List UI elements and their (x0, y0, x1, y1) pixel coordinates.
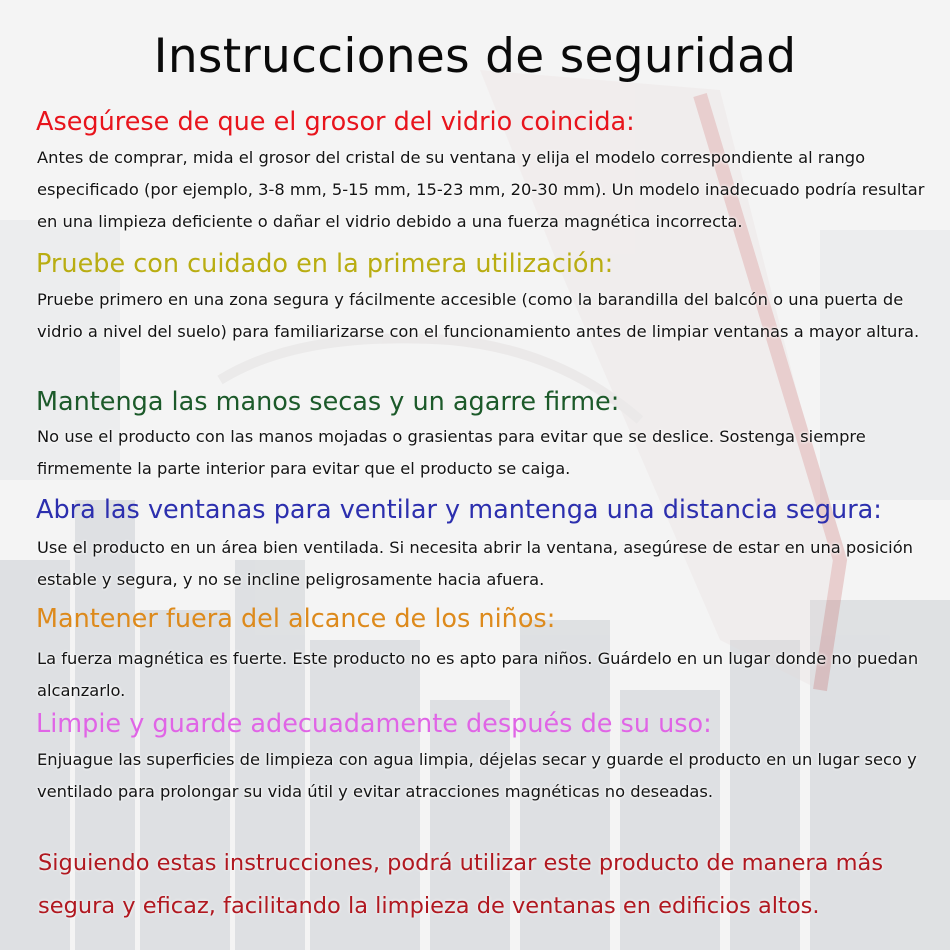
section-heading-ventilation: Abra las ventanas para ventilar y mantenga una distancia segura: (36, 495, 882, 525)
section-heading-clean-store: Limpie y guarde adecuadamente después de su uso: (36, 709, 712, 739)
section-body-clean-store: Enjuague las superficies de limpieza con agua limpia, déjelas secar y guarde el producto en un lugar seco y ventilado para prolongar su vida útil y evitar atracciones magnéticas no deseadas. (37, 750, 917, 801)
section-body-glass-thickness: Antes de comprar, mida el grosor del cristal de su ventana y elija el modelo correspondiente al rango especificado (por ejemplo, 3-8 mm, 5-15 mm, 15-23 mm, 20-30 mm). Un modelo inadecuado podría resultar en una limpieza deficiente o dañar el vidrio debido a una fuerza magnética incorrecta. (37, 148, 925, 231)
section-heading-glass-thickness: Asegúrese de que el grosor del vidrio coincida: (36, 107, 635, 137)
section-body-children: La fuerza magnética es fuerte. Este producto no es apto para niños. Guárdelo en un lugar donde no puedan alcanzarlo. (37, 649, 919, 700)
section-heading-dry-hands: Mantenga las manos secas y un agarre firme: (36, 387, 620, 417)
section-body-dry-hands: No use el producto con las manos mojadas o grasientas para evitar que se deslice. Sostenga siempre firmemente la parte interior para evitar que el producto se caiga. (37, 427, 866, 478)
page-title: Instrucciones de seguridad (153, 29, 797, 84)
section-body-first-use: Pruebe primero en una zona segura y fácilmente accesible (como la barandilla del balcón o una puerta de vidrio a nivel del suelo) para familiarizarse con el funcionamiento antes de limpiar ventanas a mayor altura. (37, 290, 920, 341)
closing-statement: Siguiendo estas instrucciones, podrá utilizar este producto de manera más segura y eficaz, facilitando la limpieza de ventanas en edificios altos. (38, 850, 884, 919)
section-heading-first-use: Pruebe con cuidado en la primera utilización: (36, 249, 614, 279)
section-body-ventilation: Use el producto en un área bien ventilada. Si necesita abrir la ventana, asegúrese de estar en una posición estable y segura, y no se incline peligrosamente hacia afuera. (37, 538, 913, 589)
section-heading-children: Mantener fuera del alcance de los niños: (36, 604, 556, 634)
